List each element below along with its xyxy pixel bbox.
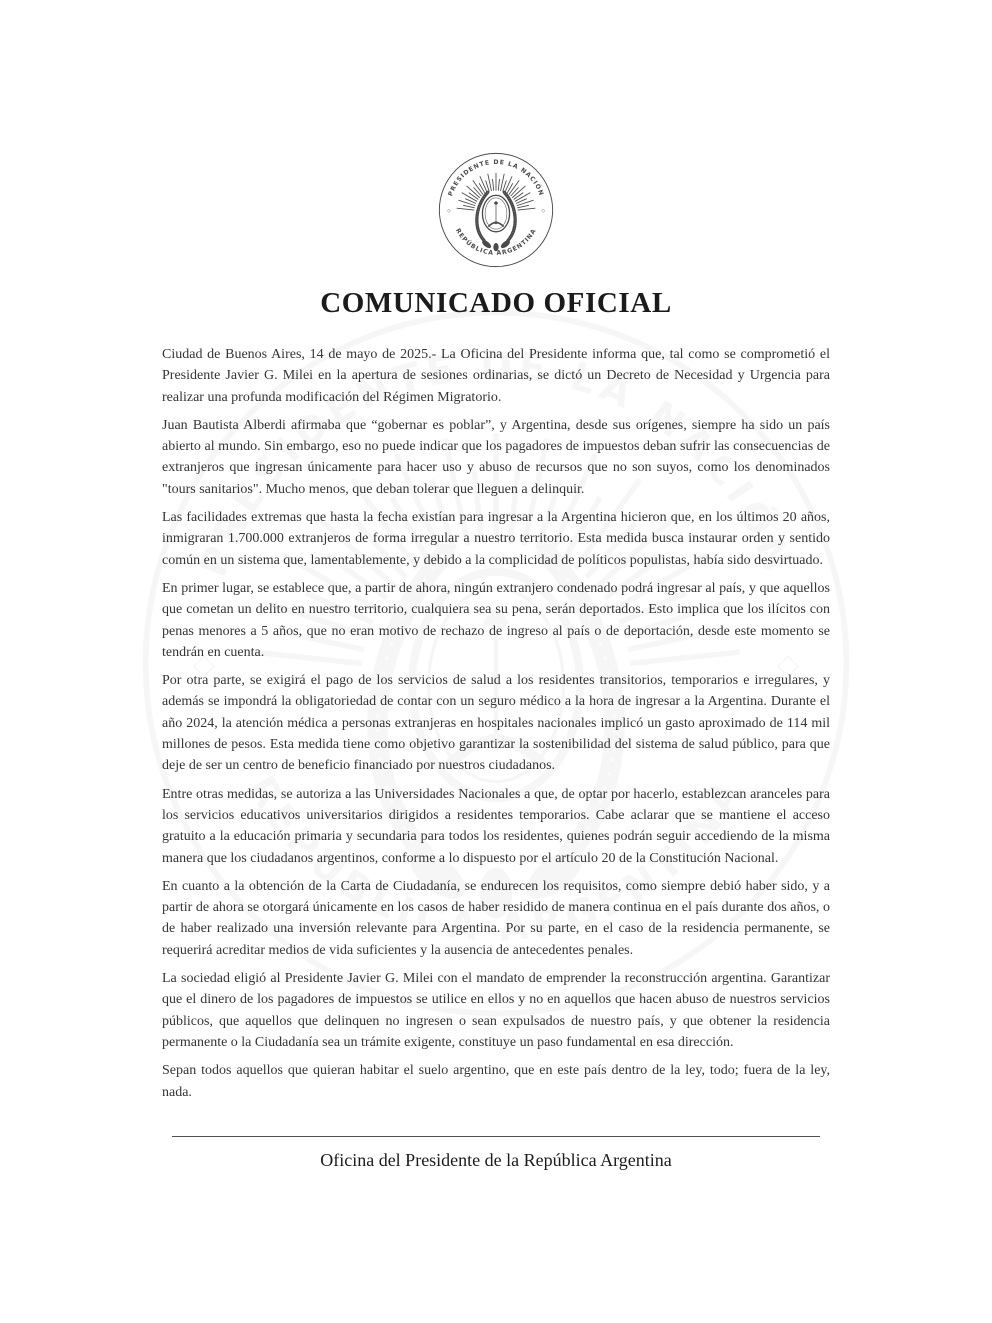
paragraph: Juan Bautista Alberdi afirmaba que “gobernar es poblar”, y Argentina, desde sus orígenes, siempre ha sido un país abierto al mundo. Sin embargo, eso no puede indicar que los pagadores de impuestos deban sufrir las consecuencias de extranjeros que ingresan únicamente para hacer uso y abuso de recursos que no son suyos, como los denominados "tours sanitarios". Mucho menos, que deban tolerar que lleguen a delinquir.: [162, 417, 830, 497]
paragraph: Las facilidades extremas que hasta la fecha existían para ingresar a la Argentina hicieron que, en los últimos 20 años, inmigraran 1.700.000 extranjeros de forma irregular a nuestro territorio. Esta medida busca instaurar orden y sentido común en un sistema que, lamentablemente, y debido a la complicidad de políticos populistas, había sido desvirtuado.: [162, 510, 830, 568]
page-title: COMUNICADO OFICIAL: [320, 287, 672, 319]
paragraph: Ciudad de Buenos Aires, 14 de mayo de 2025.- La Oficina del Presidente informa que, tal como se comprometió el Presidente Javier G. Milei en la apertura de sesiones ordinarias, se dictó un Decreto de Necesidad y Urgencia para realizar una profunda modificación del Régimen Migratorio.: [162, 347, 830, 405]
seal-diamond-left-icon: ◇: [446, 208, 451, 214]
presidential-seal: [0, 0, 992, 269]
footer-signature: Oficina del Presidente de la República Argentina: [320, 1150, 672, 1170]
paragraph: Por otra parte, se exigirá el pago de los servicios de salud a los residentes transitorios, temporarios e irregulares, y además se impondrá la obligatoriedad de contar con un seguro médico a la hora de ingresar a la Argentina. Durante el año 2024, la atención médica a personas extranjeras en hospitales nacionales implicó un gasto aproximado de 114 mil millones de pesos. Esta medida tiene como objetivo garantizar la sostenibilidad del sistema de salud público, para que deje de ser un centro de beneficio financiado por nuestros ciudadanos.: [162, 673, 830, 774]
seal-bottom-text: REPÚBLICA ARGENTINA: [453, 227, 539, 257]
paragraph: Entre otras medidas, se autoriza a las Universidades Nacionales a que, de optar por hacerlo, establezcan aranceles para los servicios educativos universitarios dirigidos a residentes temporarios. Cabe aclarar que se mantiene el acceso gratuito a la educación primaria y secundaria para todos los residentes, quienes podrán seguir accediendo de la misma manera que los ciudadanos argentinos, conforme a lo dispuesto por el artículo 20 de la Constitución Nacional.: [162, 786, 830, 866]
paragraph: En primer lugar, se establece que, a partir de ahora, ningún extranjero condenado podrá ingresar al país, y que aquellos que cometan un delito en nuestro territorio, cualquiera sea su pena, serán deportados. Esto implica que los ilícitos con penas menores a 5 años, que no eran motivo de rechazo de ingreso al país o de deportación, desde este momento se tendrán en cuenta.: [162, 580, 830, 660]
paragraph: La sociedad eligió al Presidente Javier G. Milei con el mandato de emprender la reconstrucción argentina. Garantizar que el dinero de los pagadores de impuestos se utilice en ellos y no en aquellos que hacen abuso de nuestros servicios públicos, que aquellos que delinquen no ingresen o sean expulsados de nuestro país, y que obtener la residencia permanente o la Ciudadanía sea un trámite exigente, constituye un paso fundamental en esa dirección.: [162, 971, 830, 1050]
document-footer: [0, 1136, 992, 1171]
footer-rule: [172, 1136, 820, 1137]
seal-diamond-right-icon: ◇: [541, 208, 546, 214]
seal-top-text: PRESIDENTE DE LA NACIÓN: [447, 158, 545, 198]
presidential-seal-icon: [437, 151, 555, 269]
seal-emblem: [439, 153, 552, 266]
document-header: [0, 0, 992, 320]
document-body: [162, 344, 830, 1103]
paragraph: En cuanto a la obtención de la Carta de Ciudadanía, se endurecen los requisitos, como siempre debió haber sido, y a partir de ahora se otorgará únicamente en los casos de haber residido de manera continua en el país durante dos años, o de haber realizado una inversión relevante para Argentina. Por su parte, en el caso de la residencia permanente, se requerirá acreditar medios de vida suficientes y la ausencia de antecedentes penales.: [162, 878, 830, 958]
paragraph: Sepan todos aquellos que quieran habitar el suelo argentino, que en este país dentro de la ley, todo; fuera de la ley, nada.: [162, 1063, 830, 1100]
coat-of-arms-icon: [482, 195, 509, 232]
